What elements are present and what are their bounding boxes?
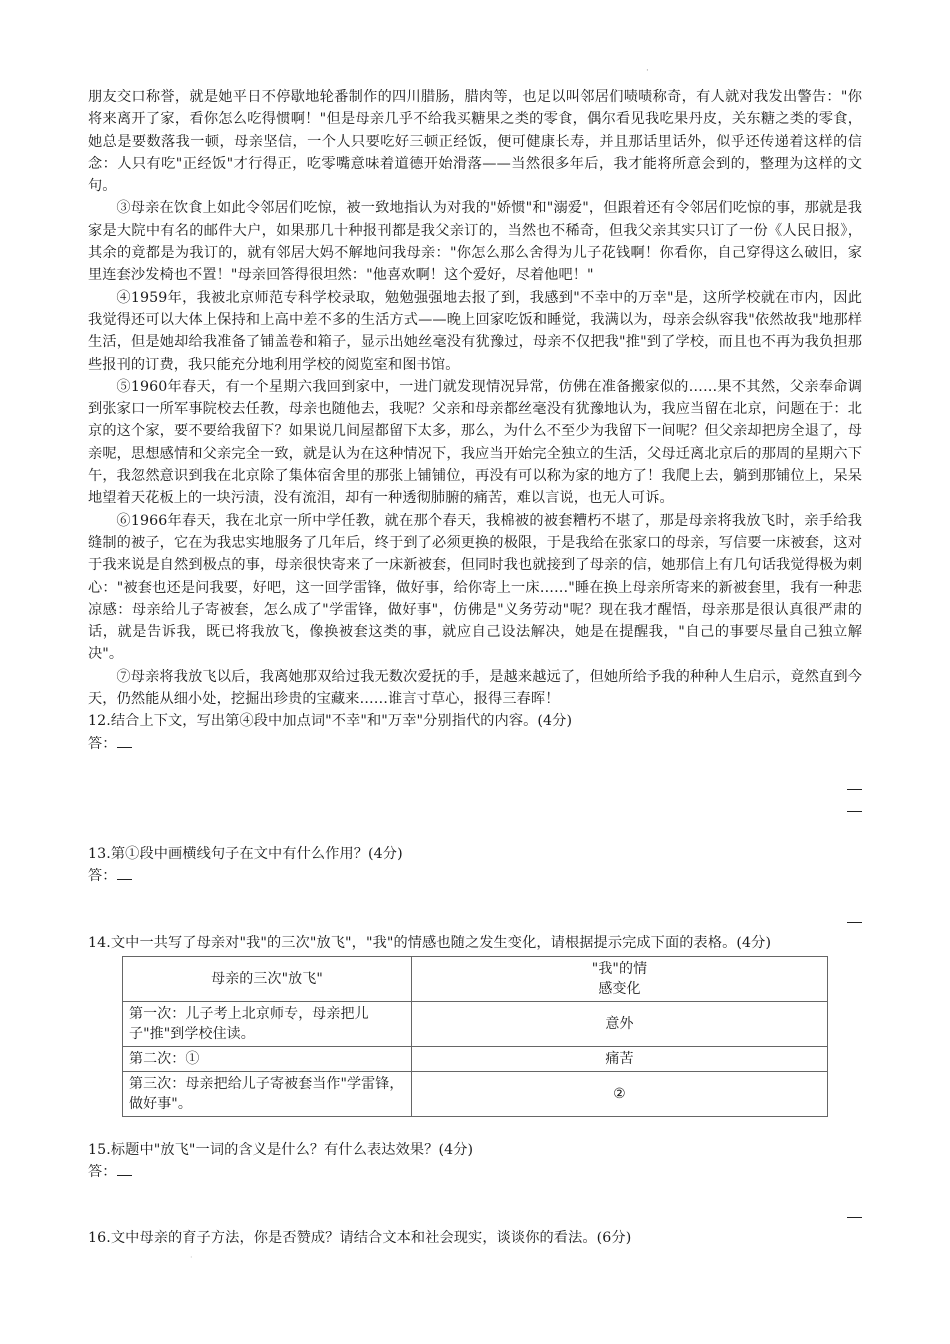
spacer	[88, 755, 862, 777]
table-header-col2-line2: 感变化	[598, 980, 641, 997]
answer-13	[88, 865, 862, 887]
answer-line[interactable]	[847, 777, 862, 799]
passage-paragraph-6: ⑥1966年春天，我在北京一所中学任教，就在那个春天，我棉被的被套糟朽不堪了，那是母亲将我放飞时，亲手给我缝制的被子，它在为我忠实地服务了几年后，终于到了必须更换的极限，于是我给在张家口的母亲，写信要一床被套，这对于我来说是自然到极点的事，母亲很快寄来了一床新被套，但同时我也就接到了母亲的信，她那信上有几句话我觉得极为刺心："被套也还是问我要，好吧，这一回学雷锋，做好事，给你寄上一床……"睡在换上母亲所寄来的新被套里，我有一种悲凉感：母亲给儿子寄被套，怎么成了"学雷锋，做好事"，仿佛是"义务劳动"呢？现在我才醒悟，母亲那是很认真很严肃的话，就是告诉我，既已将我放飞，像换被套这类的事，就应自己设法解决，她是在提醒我，"自己的事要尽量自己独立解决"。	[88, 512, 862, 663]
answer-line[interactable]	[847, 910, 862, 932]
table-header-col2	[412, 956, 828, 1001]
answer-blank-12[interactable]	[117, 734, 132, 748]
answer-15	[88, 1161, 862, 1183]
table-cell-feeling: 意外	[412, 1001, 828, 1046]
spacer	[88, 1183, 862, 1205]
header-mark: ·	[646, 66, 649, 76]
passage-paragraph-7: ⑦母亲将我放飞以后，我离她那双给过我无数次爱抚的手，是越来越远了，但她所给予我的种种人生启示，竟然直到今天，仍然能从细小处，挖掘出珍贵的宝藏来……谁言寸草心，报得三春晖！	[88, 668, 862, 708]
answer-line[interactable]	[847, 1205, 862, 1227]
answer-label: 答：	[88, 868, 117, 885]
answer-12	[88, 733, 862, 755]
table-cell-feeling: ②	[412, 1071, 828, 1116]
question-12: 12.结合上下文，写出第④段中加点词"不幸"和"万幸"分别指代的内容。(4分)	[88, 713, 573, 730]
passage-paragraph-3: ③母亲在饮食上如此令邻居们吃惊，被一致地指认为对我的"娇惯"和"溺爱"，但跟着还有令邻居们吃惊的事，那就是我家是大院中有名的邮件大户，如果那几十种报刊都是我父亲订的，当然也不稀奇，但我父亲其实只订了一份《人民日报》，其余的竟都是为我订的，就有邻居大妈不解地问我母亲："你怎么那么舍得为儿子花钱啊！你看你，自己穿得这么破旧，家里连套沙发椅也不置！"母亲回答得很坦然："他喜欢啊！这个爱好，尽着他吧！"	[88, 200, 862, 284]
passage-paragraph-4: ④1959年，我被北京师范专科学校录取，勉勉强强地去报了到，我感到"不幸中的万幸"是，这所学校就在市内，因此我觉得还可以大体上保持和上高中差不多的生活方式——晚上回家吃饭和睡觉，我满以为，母亲会纵容我"依然故我"地那样生活，但是她却给我准备了铺盖卷和箱子，显示出她丝毫没有犹豫过，母亲不仅把我"推"到了学校，而且也不再为我负担那些报刊的订费，我只能充分地利用学校的阅览室和图书馆。	[88, 289, 862, 373]
spacer	[88, 888, 862, 910]
question-14: 14.文中一共写了母亲对"我"的三次"放飞"，"我"的情感也随之发生变化，请根据提示完成下面的表格。(4分)	[88, 934, 772, 951]
question-13: 13.第①段中画横线句子在文中有什么作用？(4分)	[88, 845, 403, 862]
answer-blank-15[interactable]	[117, 1162, 132, 1176]
question-16: 16.文中母亲的育子方法，你是否赞成？请结合文本和社会现实，谈谈你的看法。(6分)	[88, 1230, 632, 1247]
table-cell-event: 第二次：①	[123, 1046, 412, 1071]
footer-mark: ·	[190, 1253, 193, 1262]
emotion-table	[122, 956, 828, 1117]
table-row	[123, 1046, 828, 1071]
page-content	[88, 86, 862, 1250]
table-row	[123, 1001, 828, 1046]
passage-paragraph-5: ⑤1960年春天，有一个星期六我回到家中，一进门就发现情况异常，仿佛在准备搬家似的……果不其然，父亲奉命调到张家口一所军事院校去任教，母亲也随他去，我呢？父亲和母亲都丝毫没有犹豫地认为，我应当留在北京，问题在于：北京的这个家，要不要给我留下？如果说几间屋都留下太多，那么，为什么不至少为我留下一间呢？但父亲却把房全退了，母亲呢，思想感情和父亲完全一致，就是认为在这种情况下，我应当开始完全独立的生活，父母迁离北京后的那周的星期六下午，我忽然意识到我在北京除了集体宿舍里的那张上铺铺位，再没有可以称为家的地方了！我爬上去，躺到那铺位上，呆呆地望着天花板上的一块污渍，没有流泪，却有一种透彻肺腑的痛苦，难以言说，也无人可诉。	[88, 378, 862, 507]
answer-label: 答：	[88, 735, 117, 752]
table-cell-event: 第一次：儿子考上北京师专，母亲把儿子"推"到学校住读。	[123, 1001, 412, 1046]
table-header-row	[123, 956, 828, 1001]
table-header-col2-line1: "我"的情	[591, 960, 648, 977]
table-cell-event: 第三次：母亲把给儿子寄被套当作"学雷锋，做好事"。	[123, 1071, 412, 1116]
table-header-col1: 母亲的三次"放飞"	[123, 956, 412, 1001]
answer-label: 答：	[88, 1164, 117, 1181]
question-15: 15.标题中"放飞"一词的含义是什么？有什么表达效果？(4分)	[88, 1141, 474, 1158]
spacer	[88, 1117, 862, 1139]
answer-blank-13[interactable]	[117, 866, 132, 880]
passage-paragraph-1: 朋友交口称誉，就是她平日不停歇地轮番制作的四川腊肠，腊肉等，也足以叫邻居们啧啧称奇，有人就对我发出警告："你将来离开了家，看你怎么吃得惯啊！"但是母亲几乎不给我买糖果之类的零食，偶尔看见我吃果丹皮，关东糖之类的零食，她总是要数落我一顿，母亲坚信，一个人只要吃好三顿正经饭，便可健康长寿，并且那话里话外，似乎还传递着这样的信念：人只有吃"正经饭"才行得正，吃零嘴意味着道德开始滑落——当然很多年后，我才能将所意会到的，整理为这样的文句。	[88, 89, 862, 195]
spacer	[88, 821, 862, 843]
answer-line[interactable]	[847, 799, 862, 821]
table-cell-feeling: 痛苦	[412, 1046, 828, 1071]
table-row	[123, 1071, 828, 1116]
